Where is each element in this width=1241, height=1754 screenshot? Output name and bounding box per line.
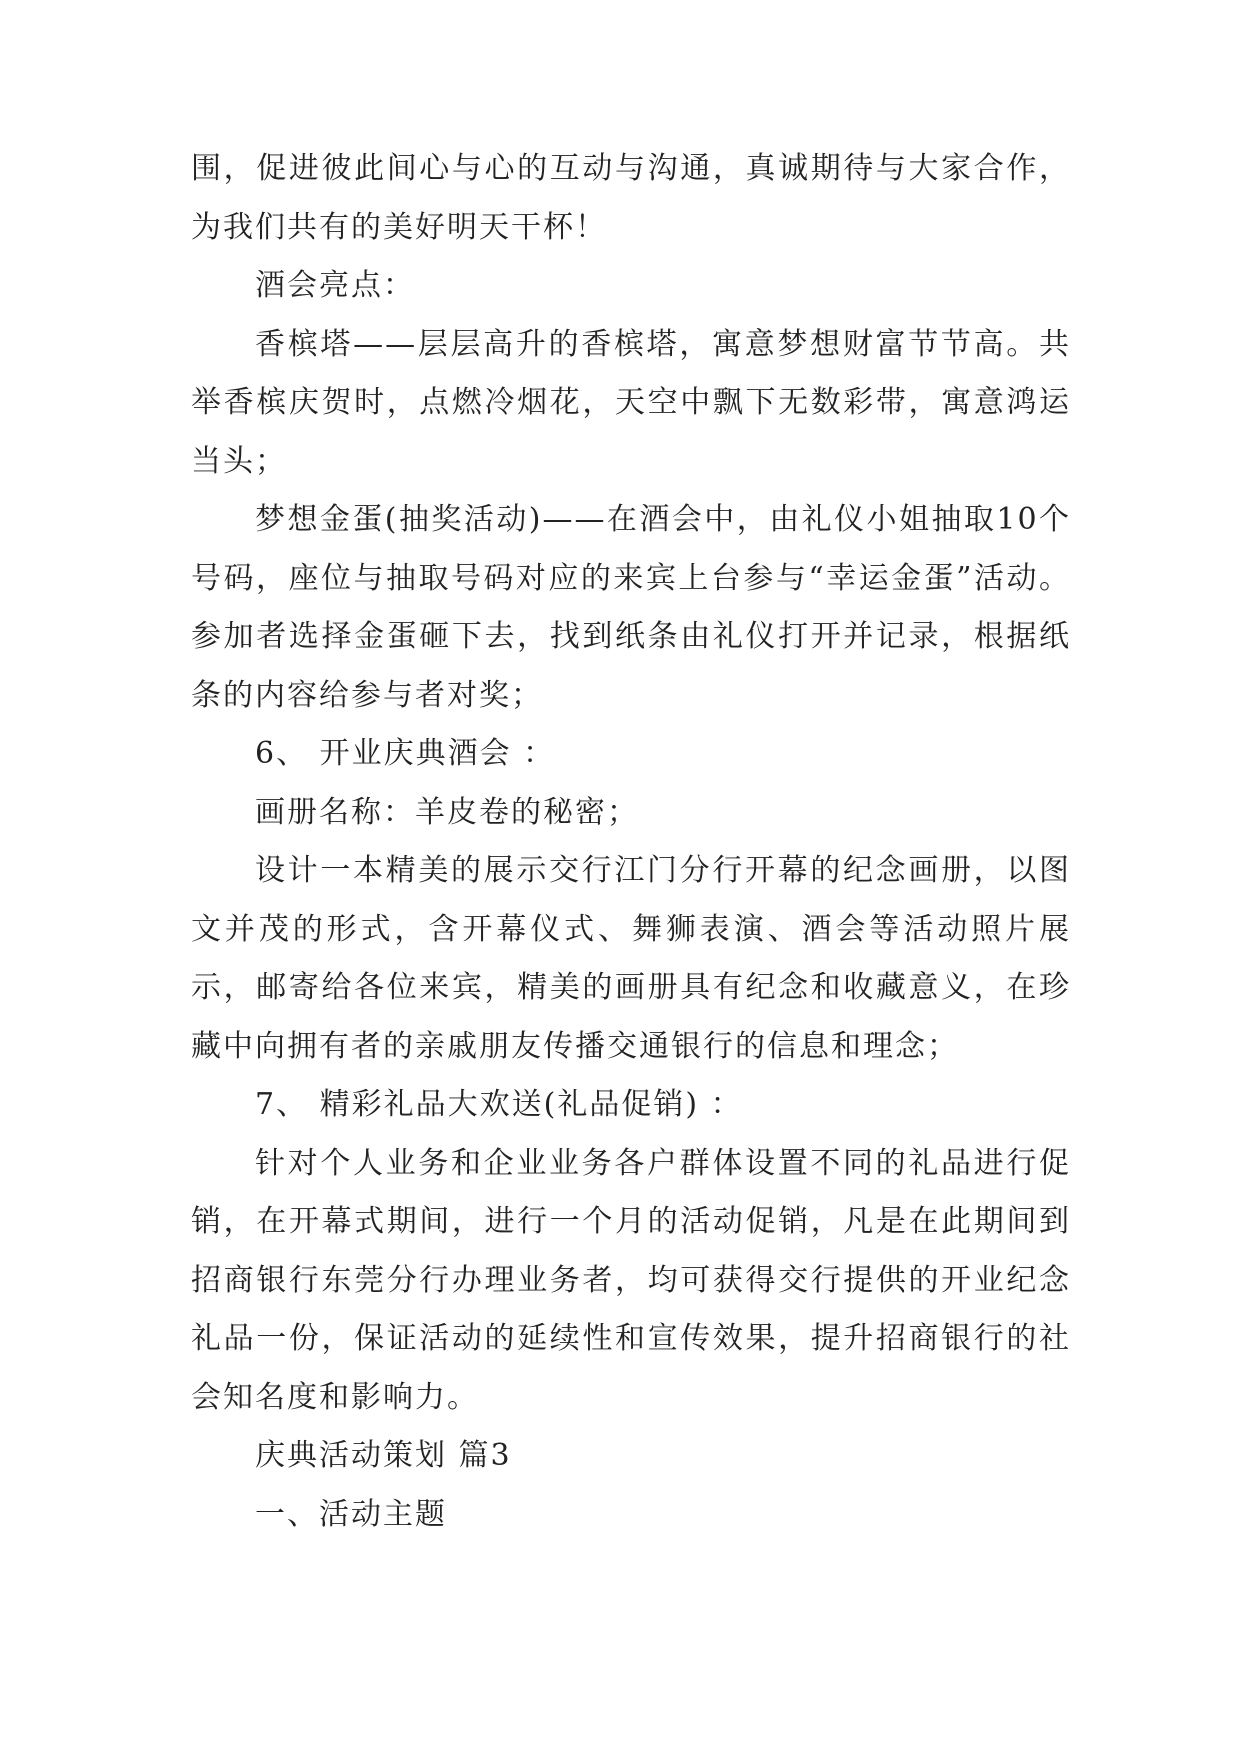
section-heading-theme: 一、活动主题 xyxy=(255,1496,447,1532)
paragraph-continuation: 围，促进彼此间心与心的互动与沟通，真诚期待与大家合作，为我们共有的美好明天干杯！ xyxy=(191,151,1071,245)
paragraph-highlights-heading: 酒会亮点： xyxy=(255,268,415,303)
document-body xyxy=(191,140,1071,1544)
section-heading-6: 6、 开业庆典酒会 ： xyxy=(255,736,556,771)
section-heading-7: 7、 精彩礼品大欢送(礼品促销) ： xyxy=(255,1087,743,1122)
paragraph-golden-egg: 梦想金蛋(抽奖活动)——在酒会中，由礼仪小姐抽取10个号码，座位与抽取号码对应的来宾上台参与“幸运金蛋”活动。参加者选择金蛋砸下去，找到纸条由礼仪打开并记录，根据纸条的内容给参与者对奖； xyxy=(191,502,1071,713)
paragraph-gift-promotion: 针对个人业务和企业业务各户群体设置不同的礼品进行促销，在开幕式期间，进行一个月的活动促销，凡是在此期间到招商银行东莞分行办理业务者，均可获得交行提供的开业纪念礼品一份，保证活动的延续性和宣传效果，提升招商银行的社会知名度和影响力。 xyxy=(191,1145,1071,1415)
paragraph-champagne-tower: 香槟塔——层层高升的香槟塔，寓意梦想财富节节高。共举香槟庆贺时，点燃冷烟花，天空中飘下无数彩带，寓意鸿运当头； xyxy=(191,326,1071,479)
paragraph-album-name: 画册名称：羊皮卷的秘密； xyxy=(255,794,639,830)
article-title: 庆典活动策划 篇3 xyxy=(255,1438,512,1473)
paragraph-album-design: 设计一本精美的展示交行江门分行开幕的纪念画册，以图文并茂的形式，含开幕仪式、舞狮表演、酒会等活动照片展示，邮寄给各位来宾，精美的画册具有纪念和收藏意义，在珍藏中向拥有者的亲戚朋友传播交通银行的信息和理念； xyxy=(191,853,1071,1064)
